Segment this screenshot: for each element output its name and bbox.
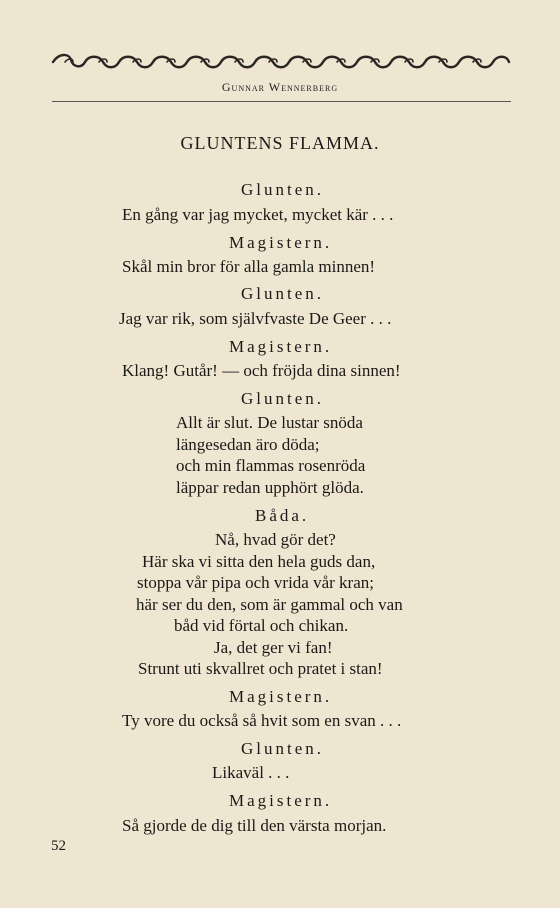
decorative-border-ornament (51, 51, 511, 73)
verse-line: Ja, det ger vi fan! (214, 638, 333, 657)
poem-title: GLUNTENS FLAMMA. (180, 133, 380, 153)
running-head: Gunnar Wennerberg (221, 80, 339, 94)
verse-line: Här ska vi sitta den hela guds dan, (142, 552, 376, 571)
verse-line: Klang! Gutår! — och fröjda dina sinnen! (122, 361, 401, 380)
verse-line: Strunt uti skvallret och pratet i stan! (138, 659, 383, 678)
page-number: 52 (51, 838, 66, 854)
verse-line: Likaväl . . . (212, 763, 290, 782)
speaker-label: Magistern. (229, 233, 333, 252)
verse-line: båd vid förtal och chikan. (174, 616, 349, 635)
speaker-label: Magistern. (229, 791, 333, 810)
speaker-label: Glunten. (241, 389, 325, 408)
verse-line: Ty vore du också så hvit som en svan . . . (122, 711, 402, 730)
speaker-label: Glunten. (241, 284, 325, 303)
verse-line: Allt är slut. De lustar snöda (176, 413, 363, 432)
verse-line: Så gjorde de dig till den värsta morjan. (122, 816, 387, 835)
verse-line: längesedan äro döda; (176, 435, 320, 454)
verse-line: läppar redan upphört glöda. (176, 478, 364, 497)
speaker-label: Båda. (255, 506, 310, 525)
header-rule (52, 101, 511, 102)
speaker-label: Magistern. (229, 337, 333, 356)
verse-line: En gång var jag mycket, mycket kär . . . (122, 205, 394, 224)
verse-line: Jag var rik, som självfvaste De Geer . . . (119, 309, 392, 328)
verse-line: här ser du den, som är gammal och van (136, 595, 403, 614)
verse-line: stoppa vår pipa och vrida vår kran; (137, 573, 374, 592)
verse-line: Skål min bror för alla gamla minnen! (122, 257, 376, 276)
speaker-label: Magistern. (229, 687, 333, 706)
verse-line: Nå, hvad gör det? (215, 530, 336, 549)
speaker-label: Glunten. (241, 180, 325, 199)
verse-line: och min flammas rosenröda (176, 456, 366, 475)
speaker-label: Glunten. (241, 739, 325, 758)
